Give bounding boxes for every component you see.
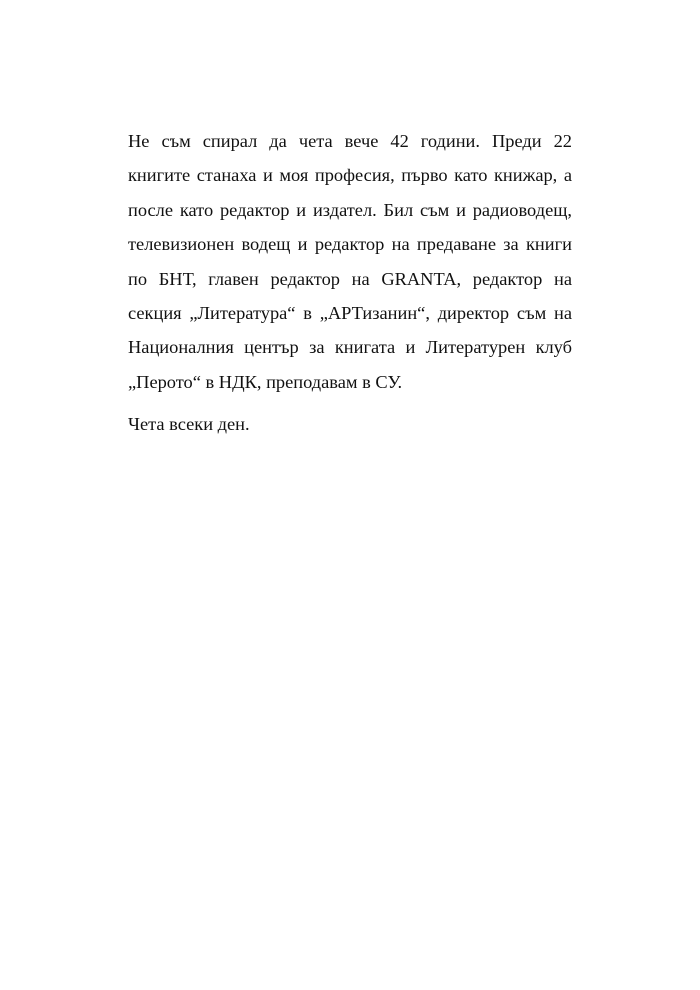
text-line: Не съм спирал да чета вече 42 години. Преди 22	[128, 131, 572, 151]
text-line: Чета всеки ден.	[128, 414, 250, 435]
body-text	[128, 124, 572, 442]
text-line: книгите станаха и моя професия, първо като книжар, а	[128, 165, 572, 186]
paragraph-reading	[128, 407, 572, 441]
text-line: по БНТ, главен редактор на GRANTA, редактор на	[128, 268, 572, 289]
text-line: „Перото“ в НДК, преподавам в СУ.	[128, 371, 403, 392]
text-line: после като редактор и издател. Бил съм и радиоводещ,	[128, 199, 572, 220]
text-line: Националния център за книгата и Литературен клуб	[128, 337, 572, 358]
text-line: секция „Литература“ в „АРТизанин“, директор съм на	[128, 303, 572, 324]
paragraph-biography	[128, 124, 572, 399]
text-line: телевизионен водещ и редактор на предаване за книги	[128, 234, 572, 255]
